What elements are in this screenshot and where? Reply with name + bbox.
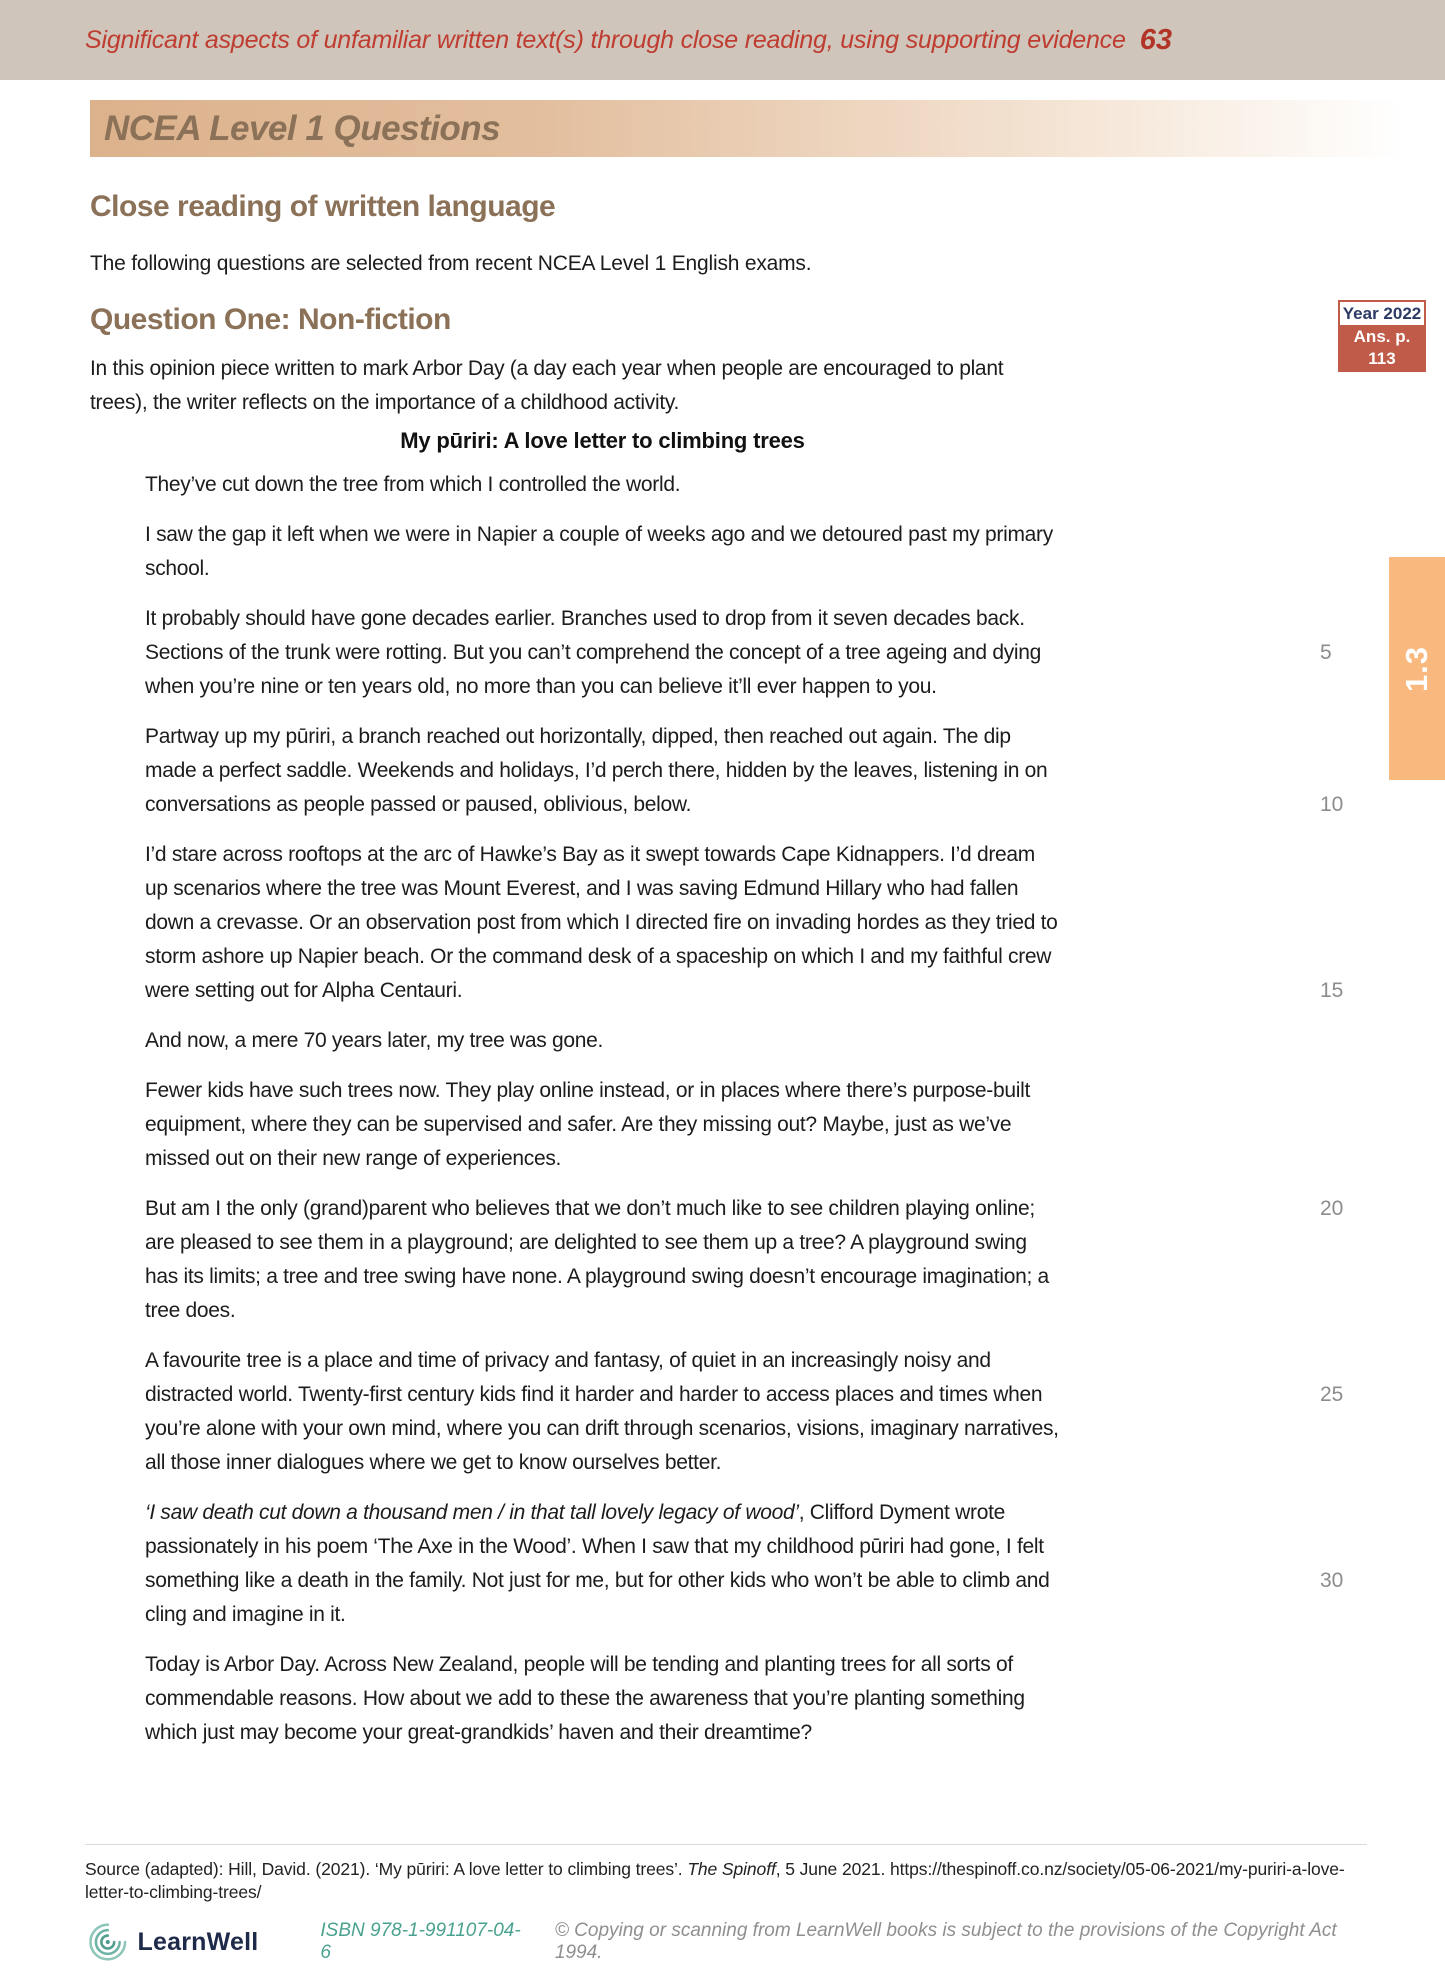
article-text: Today is Arbor Day. Across New Zealand, people will be tending and planting trees for all sorts of commendable reasons. How about we add to these the awareness that you’re planting something which just may become your great-grandkids’ haven and their dreamtime? [145, 1653, 1025, 1744]
article-text: , Clifford Dyment wrote passionately in his poem ‘The Axe in the Wood’. When I saw that my childhood pūriri had gone, I felt something like a death in the family. Not just for me, but for other kids who won’t be able to climb and cling and imagine in it. [145, 1501, 1050, 1626]
question-intro-text: In this opinion piece written to mark Arbor Day (a day each year when people are encouraged to plant trees), the writer reflects on the importance of a childhood activity. [90, 357, 1004, 414]
source-publication-name: The Spinoff [687, 1859, 776, 1879]
line-number: 10 [1320, 793, 1344, 816]
section-title: NCEA Level 1 Questions [104, 108, 501, 148]
article-text: It probably should have gone decades earlier. Branches used to drop from it seven decades back. Sections of the trunk were rotting. But you can’t comprehend the concept of a tree ageing and dying when you’re nine or ten years old, no more than you can believe it’ll ever happen to you. [145, 607, 1042, 698]
article-paragraph [145, 1496, 1344, 1632]
article-text: But am I the only (grand)parent who believes that we don’t much like to see children playing online; are pleased to see them in a playground; are delighted to see them up a tree? A playground swing has its limits; a tree and tree swing have none. A playground swing doesn’t encourage imagination; a tree does. [145, 1197, 1049, 1322]
source-text: Source (adapted): Hill, David. (2021). ‘My pūriri: A love letter to climbing trees’. [85, 1859, 688, 1879]
article-paragraph [145, 468, 1060, 502]
heading-question-one: Question One: Non-fiction [90, 303, 451, 336]
article-quote-text: ‘I saw death cut down a thousand men / in that tall lovely legacy of wood’ [145, 1501, 799, 1524]
line-number: 20 [1320, 1197, 1344, 1220]
article-text: A favourite tree is a place and time of privacy and fantasy, of quiet in an increasingly noisy and distracted world. Twenty-first century kids find it harder and harder to access places and times when you’re alone with your own mind, where you can drift through scenarios, visions, imaginary narratives, all those inner dialogues where we get to know ourselves better. [145, 1349, 1059, 1474]
article-text: And now, a mere 70 years later, my tree was gone. [145, 1029, 604, 1052]
article-paragraph [145, 838, 1344, 1008]
line-number: 5 [1320, 641, 1332, 664]
page-header [0, 0, 1445, 80]
year-answer-badge [1338, 300, 1426, 372]
article-paragraph [145, 720, 1344, 822]
article-paragraph [145, 1024, 1060, 1058]
article-paragraph [145, 1074, 1060, 1176]
article-text: I’d stare across rooftops at the arc of Hawke’s Bay as it swept towards Cape Kidnappers. I’d dream up scenarios where the tree was Mount Everest, and I was saving Edmund Hillary who had fallen down a crevasse. Or an observation post from which I directed fire on invading hordes as they tried to storm ashore up Napier beach. Or the command desk of a spaceship on which I and my faithful crew were setting out for Alpha Centauri. [145, 843, 1058, 1002]
article-paragraph [145, 602, 1332, 704]
article-text: They’ve cut down the tree from which I controlled the world. [145, 473, 681, 496]
source-citation [85, 1844, 1367, 1904]
copyright-text: © Copying or scanning from LearnWell books is subject to the provisions of the Copyright Act 1994. [554, 1920, 1337, 1963]
page-footer [88, 1916, 1380, 1968]
article-paragraph [145, 1192, 1344, 1328]
line-number: 30 [1320, 1569, 1344, 1592]
line-number: 25 [1320, 1383, 1344, 1406]
page-number: 63 [1139, 23, 1172, 56]
heading-close-reading: Close reading of written language [90, 190, 556, 223]
article-text: Fewer kids have such trees now. They play online instead, or in places where there’s purpose-built equipment, where they can be supervised and safer. Are they missing out? Maybe, just as we’ve missed out on their new range of experiences. [145, 1079, 1030, 1170]
publisher-brand: LearnWell [137, 1927, 259, 1956]
article-paragraphs [145, 468, 1344, 1766]
running-header-title: Significant aspects of unfamiliar written text(s) through close reading, using supporting evidence [85, 25, 1126, 54]
chapter-tab [1389, 557, 1445, 780]
chapter-tab-label: 1.3 [1398, 645, 1434, 692]
source-text: , 5 June 2021. https://thespinoff.co.nz/society/05-06-2021/my-puriri-a-love-letter-to-climbing-trees/ [85, 1859, 1345, 1902]
article-title: My pūriri: A love letter to climbing trees [400, 428, 805, 453]
badge-year-label: Year 2022 [1340, 302, 1424, 325]
isbn-text: ISBN 978-1-991107-04-6 [320, 1920, 521, 1963]
article-text: I saw the gap it left when we were in Napier a couple of weeks ago and we detoured past my primary school. [145, 523, 1053, 580]
intro-text: The following questions are selected from recent NCEA Level 1 English exams. [90, 252, 812, 275]
article-paragraph [145, 518, 1060, 586]
article-paragraph [145, 1344, 1344, 1480]
article-paragraph [145, 1648, 1060, 1750]
koru-spiral-icon [88, 1922, 128, 1962]
article-text: Partway up my pūriri, a branch reached out horizontally, dipped, then reached out again. The dip made a perfect saddle. Weekends and holidays, I’d perch there, hidden by the leaves, listening in on conversations as people passed or paused, oblivious, below. [145, 725, 1048, 816]
badge-answer-page-label: Ans. p. 113 [1340, 325, 1424, 370]
section-title-bar [90, 100, 1403, 157]
line-number: 15 [1320, 979, 1344, 1002]
